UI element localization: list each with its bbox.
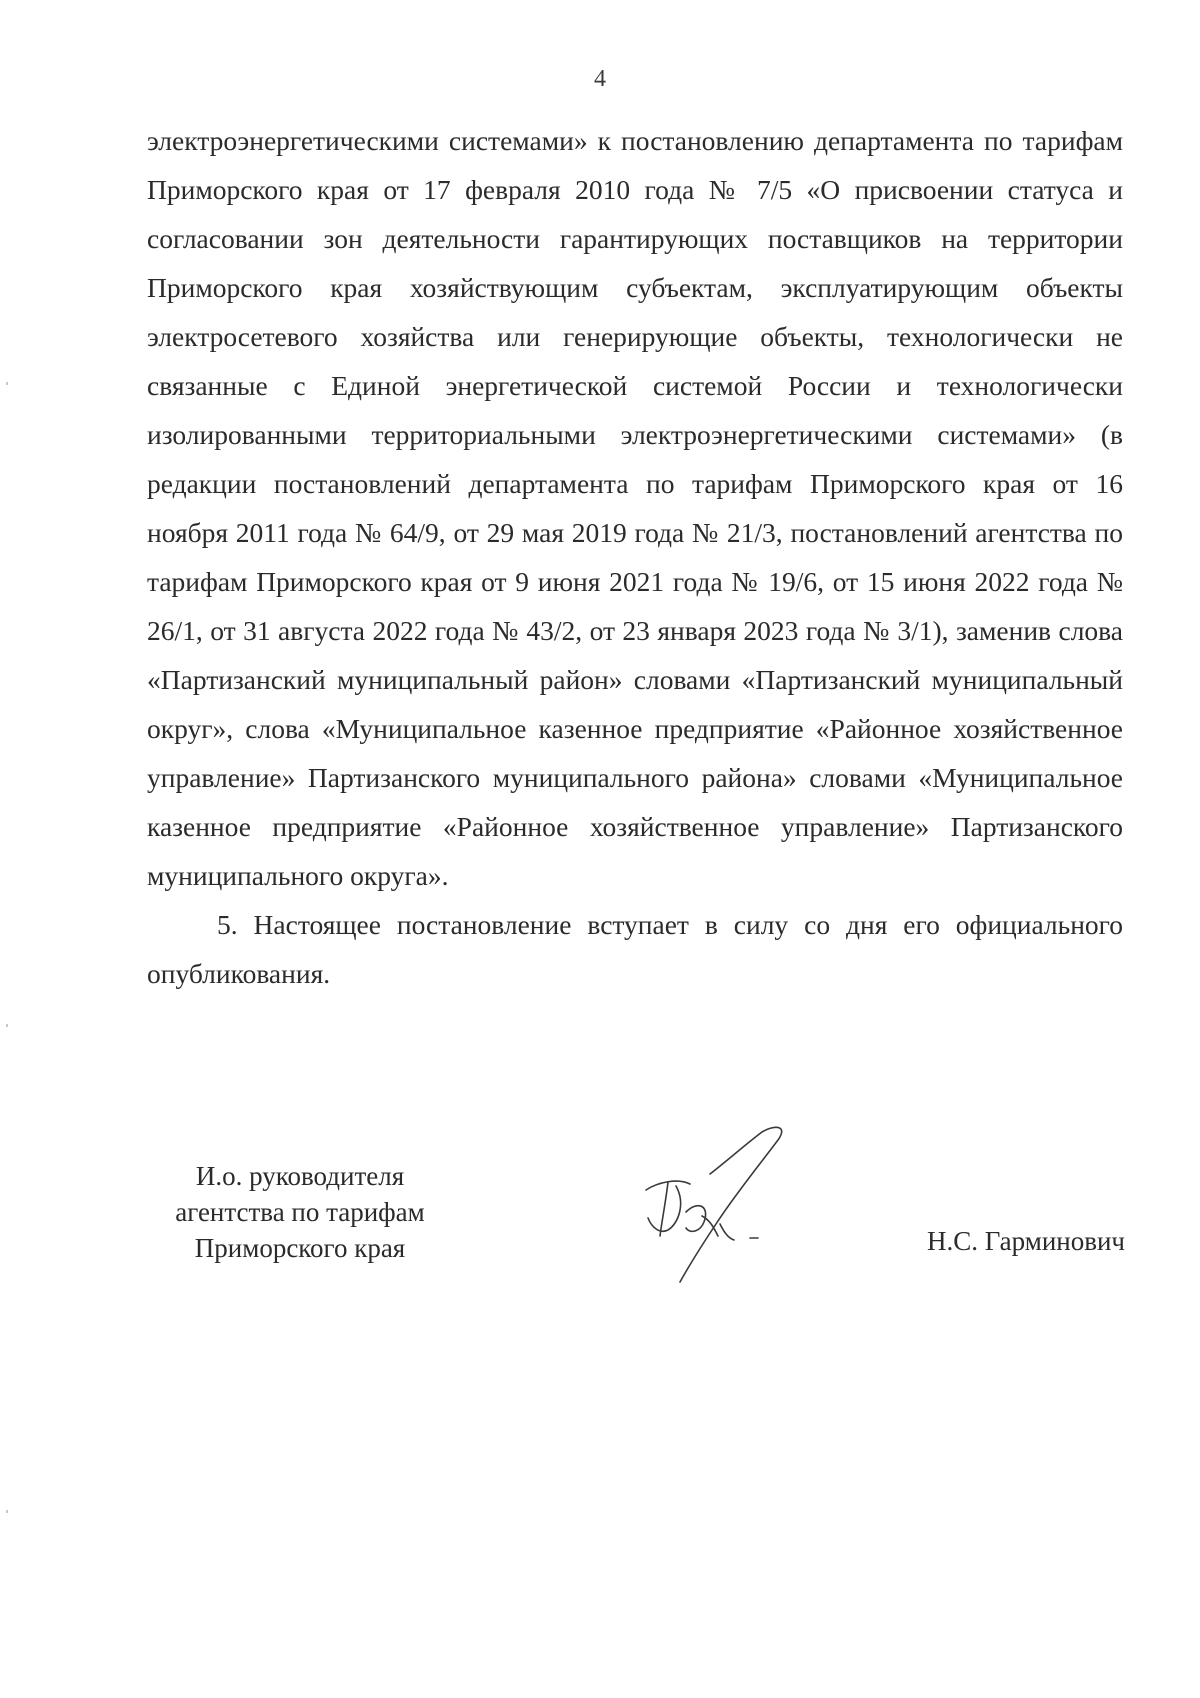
signer-name: Н.С. Гарминович [926, 1226, 1125, 1256]
position-line-1: И.о. руководителя [195, 1161, 405, 1191]
position-line-2: агентства по тарифам [175, 1197, 425, 1227]
signatory-position [150, 1158, 450, 1266]
page-number: 4 [594, 66, 606, 92]
handwritten-signature [638, 1120, 838, 1290]
scan-artifact [6, 382, 8, 385]
document-body [147, 116, 1123, 998]
paragraph-5: 5. Настоящее постановление вступает в силу со дня его официального опубликования. [147, 909, 1123, 989]
paragraph-continued: электроэнергетическими системами» к постановлению департамента по тарифам Приморского края от 17 февраля 2010 года № 7/5 «О присвоении статуса и согласовании зон деятельности гарантирующих поставщиков на территории Приморского края хозяйствующим субъектам, эксплуатирующим объекты электросетевого хозяйства или генерирующие объекты, технологически не связанные с Единой энергетической системой России и технологически изолированными территориальными электроэнергетическими системами» (в редакции постановлений департамента по тарифам Приморского края от 16 ноября 2011 года № 64/9, от 29 мая 2019 года № 21/3, постановлений агентства по тарифам Приморского края от 9 июня 2021 года № 19/6, от 15 июня 2022 года № 26/1, от 31 августа 2022 года № 43/2, от 23 января 2023 года № 3/1), заменив слова «Партизанский муниципальный район» словами «Партизанский муниципальный округ», слова «Муниципальное казенное предприятие «Районное хозяйственное управление» Партизанского муниципального района» словами «Муниципальное казенное предприятие «Районное хозяйственное управление» Партизанского муниципального округа». [147, 125, 1123, 891]
scan-artifact [6, 1024, 8, 1027]
position-line-3: Приморского края [194, 1233, 406, 1263]
scan-artifact [6, 1510, 8, 1513]
